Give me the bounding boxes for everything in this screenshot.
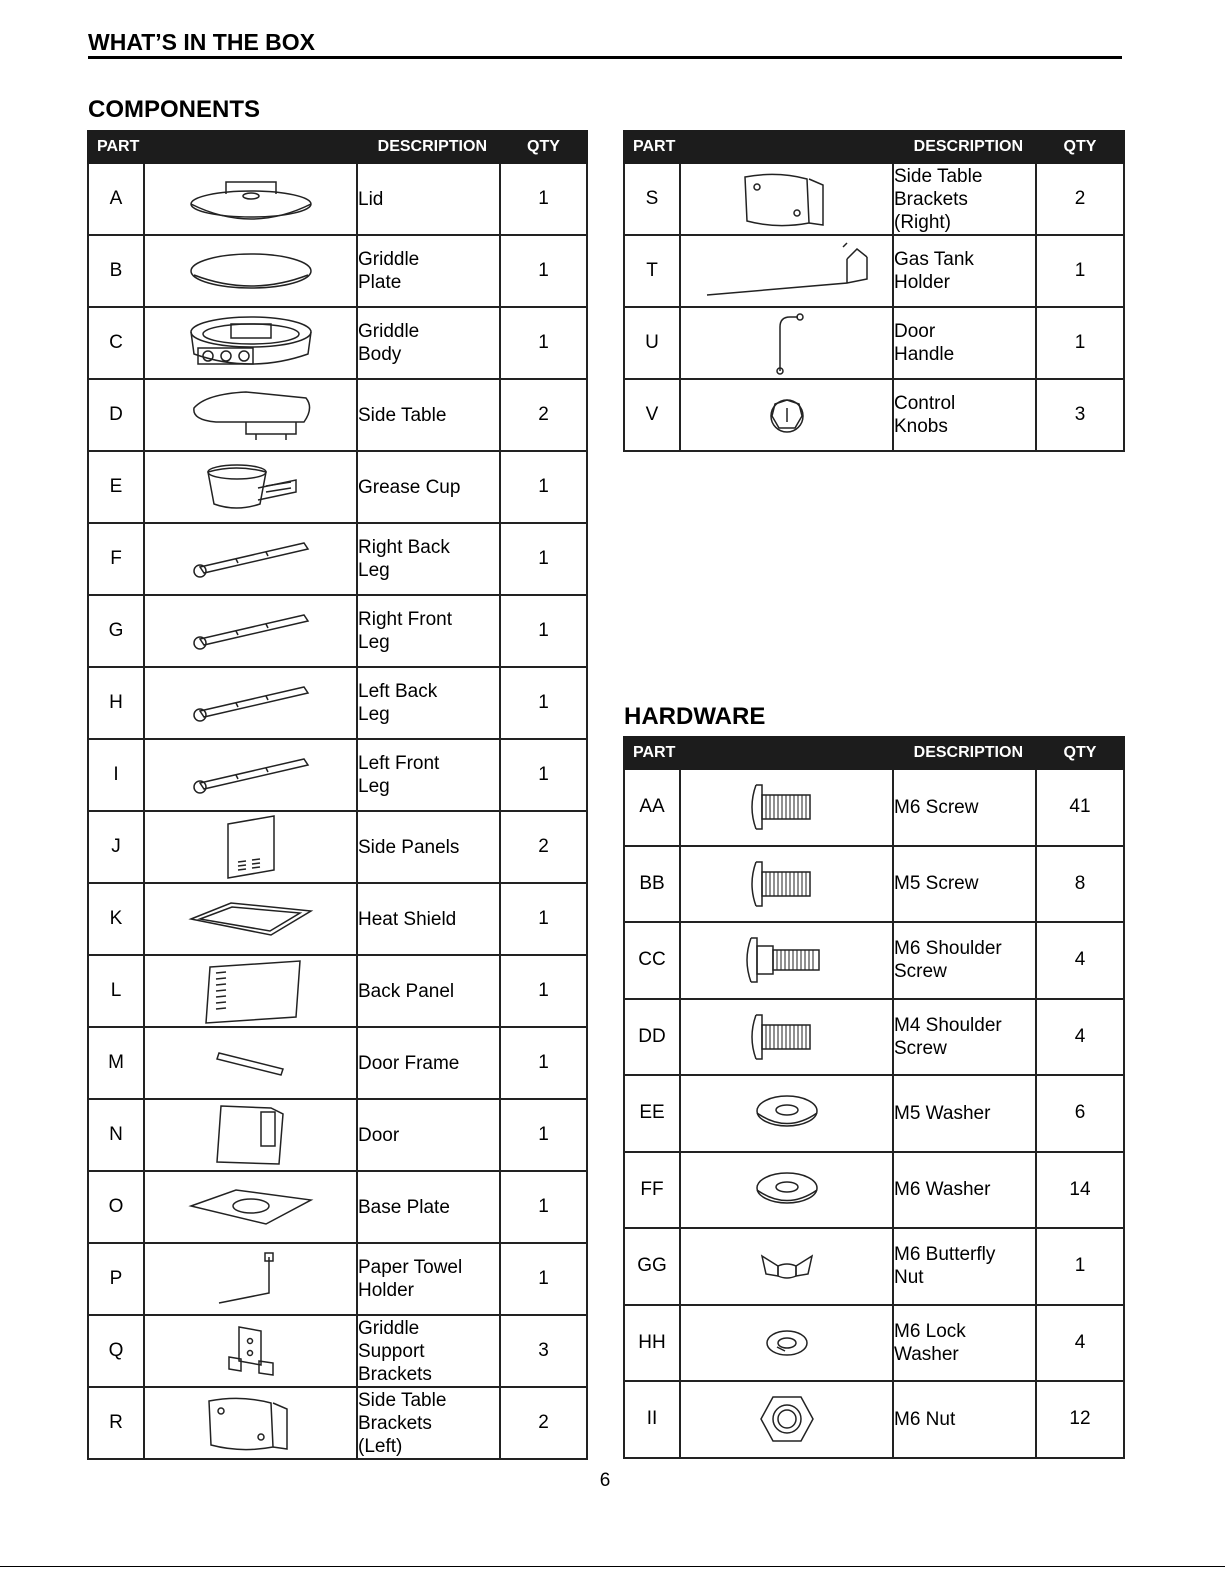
part-letter: T [624,235,680,307]
qty-column-header: QTY [1036,131,1124,163]
screw-icon [680,999,893,1076]
table-row [88,163,587,235]
part-letter: EE [624,1075,680,1152]
part-letter: H [88,667,144,739]
part-description-text: M6 Lock Washer [894,1320,966,1365]
part-description-text: M6 Nut [894,1408,956,1430]
part-description [357,955,500,1027]
part-quantity: 1 [500,1243,587,1315]
part-letter: J [88,811,144,883]
part-quantity: 4 [1036,1305,1124,1382]
part-description [357,163,500,235]
part-letter: N [88,1099,144,1171]
table-row [88,1171,587,1243]
butterfly-nut-icon [680,1228,893,1305]
table-row [88,235,587,307]
qty-column-header: QTY [500,131,587,163]
leg-icon [144,595,357,667]
part-description-text: Griddle Body [358,321,420,365]
table-row [624,1305,1124,1382]
table-row [624,163,1124,235]
part-quantity: 1 [500,235,587,307]
part-description-text: Right Back Leg [358,537,450,581]
part-quantity: 41 [1036,769,1124,846]
part-letter: B [88,235,144,307]
part-description [357,1171,500,1243]
grease-cup-icon [144,451,357,523]
hardware-heading: HARDWARE [624,703,766,730]
part-quantity: 1 [500,451,587,523]
part-description [357,1315,500,1387]
part-description-text: Side Table [358,404,447,426]
part-letter: P [88,1243,144,1315]
part-description-text: Griddle Plate [358,249,420,293]
part-letter: K [88,883,144,955]
part-letter: U [624,307,680,379]
part-description [893,846,1036,923]
part-description [357,667,500,739]
side-table-bracket-icon [144,1387,357,1459]
part-quantity: 1 [500,1171,587,1243]
table-row [88,1387,587,1459]
griddle-body-icon [144,307,357,379]
part-quantity: 1 [1036,235,1124,307]
griddle-plate-icon [144,235,357,307]
part-description-text: Right Front Leg [358,609,452,653]
part-quantity: 4 [1036,922,1124,999]
part-quantity: 1 [1036,307,1124,379]
table-row [624,307,1124,379]
part-quantity: 2 [500,379,587,451]
door-frame-icon [144,1027,357,1099]
part-description [893,1305,1036,1382]
leg-icon [144,667,357,739]
part-description-text: M6 Washer [894,1179,991,1201]
paper-towel-holder-icon [144,1243,357,1315]
part-description [357,595,500,667]
leg-icon [144,523,357,595]
table-row [88,1027,587,1099]
part-quantity: 1 [500,955,587,1027]
side-panel-icon [144,811,357,883]
part-description-text: Grease Cup [358,476,461,498]
table-row [624,846,1124,923]
part-quantity: 6 [1036,1075,1124,1152]
side-table-icon [144,379,357,451]
part-letter: A [88,163,144,235]
part-description-text: Lid [358,188,384,210]
page-title: WHAT’S IN THE BOX [88,28,1122,59]
part-description [893,163,1036,235]
description-column-header: DESCRIPTION [893,737,1036,769]
support-bracket-icon [144,1315,357,1387]
table-row [88,667,587,739]
part-description [357,883,500,955]
lid-icon [144,163,357,235]
part-description-text: Door Frame [358,1052,460,1074]
part-description-text: Left Back Leg [358,681,438,725]
table-row [624,922,1124,999]
part-letter: BB [624,846,680,923]
bottom-rule [0,1566,1225,1567]
table-row [88,451,587,523]
part-description-text: M6 Shoulder Screw [894,938,1002,983]
table-row [624,235,1124,307]
table-row [624,1152,1124,1229]
part-quantity: 1 [1036,1228,1124,1305]
part-quantity: 4 [1036,999,1124,1076]
part-quantity: 1 [500,523,587,595]
components-table [87,130,588,1460]
table-row [624,1228,1124,1305]
hardware-table [623,736,1125,1459]
part-description-text: M6 Butterfly Nut [894,1244,996,1289]
part-quantity: 1 [500,595,587,667]
part-quantity: 3 [1036,379,1124,451]
table-row [624,379,1124,451]
part-description [893,379,1036,451]
door-handle-icon [680,307,893,379]
part-letter: S [624,163,680,235]
part-letter: Q [88,1315,144,1387]
part-letter: FF [624,1152,680,1229]
washer-icon [680,1075,893,1152]
table-row [88,883,587,955]
table-row [88,379,587,451]
part-description [893,307,1036,379]
part-description-text: M5 Washer [894,1102,991,1124]
table-row [88,1243,587,1315]
part-letter: O [88,1171,144,1243]
part-quantity: 1 [500,739,587,811]
part-description-text: Left Front Leg [358,753,440,797]
part-description-text: M4 Shoulder Screw [894,1014,1002,1059]
part-quantity: 1 [500,1099,587,1171]
part-description [357,1243,500,1315]
screw-icon [680,769,893,846]
part-letter: C [88,307,144,379]
part-quantity: 1 [500,163,587,235]
part-description-text: Door [358,1124,400,1146]
part-letter: F [88,523,144,595]
part-description-text: Heat Shield [358,908,457,930]
part-quantity: 1 [500,667,587,739]
table-row [88,1315,587,1387]
part-description [357,1027,500,1099]
heat-shield-icon [144,883,357,955]
part-description-text: M6 Screw [894,796,979,818]
part-description [357,739,500,811]
part-description [357,523,500,595]
part-description-text: Back Panel [358,980,455,1002]
part-description-text: Paper Towel Holder [358,1257,463,1301]
table-row [624,1075,1124,1152]
part-description [893,235,1036,307]
part-description-text: Side Table Brackets (Left) [358,1389,447,1457]
part-description [893,922,1036,999]
table-row [624,999,1124,1076]
part-description [893,1075,1036,1152]
part-quantity: 3 [500,1315,587,1387]
components-heading: COMPONENTS [88,96,261,123]
part-description-text: Control Knobs [894,393,956,437]
part-column-header: PART [624,131,893,163]
part-letter: II [624,1381,680,1458]
part-quantity: 8 [1036,846,1124,923]
part-quantity: 12 [1036,1381,1124,1458]
part-description [357,307,500,379]
part-quantity: 2 [500,1387,587,1459]
part-description [357,1387,500,1459]
table-row [88,811,587,883]
part-description [893,1381,1036,1458]
page-number: 6 [599,1470,611,1491]
part-description [893,1152,1036,1229]
part-quantity: 2 [500,811,587,883]
part-description-text: Door Handle [894,321,955,365]
description-column-header: DESCRIPTION [357,131,500,163]
qty-column-header: QTY [1036,737,1124,769]
description-column-header: DESCRIPTION [893,131,1036,163]
table-row [88,307,587,379]
washer-icon [680,1152,893,1229]
part-letter: V [624,379,680,451]
table-row [88,955,587,1027]
components-table-continued [623,130,1125,452]
control-knob-icon [680,379,893,451]
part-description [357,379,500,451]
base-plate-icon [144,1171,357,1243]
part-column-header: PART [88,131,357,163]
shoulder-screw-icon [680,922,893,999]
part-letter: M [88,1027,144,1099]
part-quantity: 14 [1036,1152,1124,1229]
part-description [357,811,500,883]
part-letter: DD [624,999,680,1076]
side-table-bracket-icon [680,163,893,235]
back-panel-icon [144,955,357,1027]
part-description-text: Side Panels [358,836,460,858]
part-description [893,1228,1036,1305]
part-letter: I [88,739,144,811]
part-letter: G [88,595,144,667]
table-row [88,739,587,811]
part-description-text: Base Plate [358,1196,450,1218]
part-letter: E [88,451,144,523]
part-quantity: 1 [500,1027,587,1099]
hex-nut-icon [680,1381,893,1458]
gas-tank-holder-icon [680,235,893,307]
part-description [357,1099,500,1171]
part-column-header: PART [624,737,893,769]
lock-washer-icon [680,1305,893,1382]
part-letter: L [88,955,144,1027]
part-description [357,235,500,307]
table-row [624,1381,1124,1458]
part-letter: HH [624,1305,680,1382]
table-row [88,523,587,595]
part-letter: D [88,379,144,451]
screw-icon [680,846,893,923]
part-letter: CC [624,922,680,999]
table-row [88,1099,587,1171]
leg-icon [144,739,357,811]
part-letter: R [88,1387,144,1459]
part-description [357,451,500,523]
part-quantity: 2 [1036,163,1124,235]
part-description-text: M5 Screw [894,873,979,895]
part-quantity: 1 [500,883,587,955]
part-description [893,769,1036,846]
table-row [88,595,587,667]
part-letter: AA [624,769,680,846]
part-description-text: Gas Tank Holder [894,249,974,293]
part-description-text: Side Table Brackets (Right) [894,165,983,233]
door-icon [144,1099,357,1171]
part-description-text: Griddle Support Brackets [358,1317,432,1385]
part-description [893,999,1036,1076]
table-row [624,769,1124,846]
part-letter: GG [624,1228,680,1305]
part-quantity: 1 [500,307,587,379]
